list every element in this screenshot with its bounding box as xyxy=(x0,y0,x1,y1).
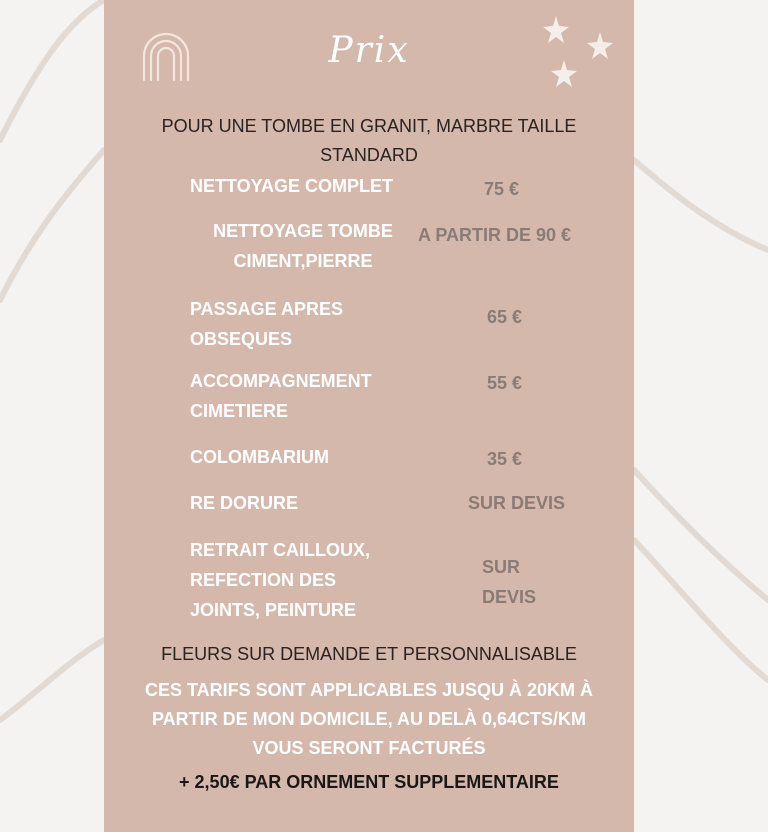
service-name: NETTOYAGE TOMBE CIMENT,PIERRE xyxy=(213,221,393,271)
service-price: A PARTIR DE 90 € xyxy=(418,225,572,245)
service-price: 35 € xyxy=(487,449,523,469)
service-price: 65 € xyxy=(487,307,523,327)
service-name: RETRAIT CAILLOUX, REFECTION DES JOINTS, PEINTURE xyxy=(190,540,370,620)
page-title: Prix xyxy=(328,30,410,71)
flowers-note: FLEURS SUR DEMANDE ET PERSONNALISABLE xyxy=(161,644,577,664)
service-price: SUR DEVIS xyxy=(482,557,537,607)
pricing-note xyxy=(104,676,634,763)
service-price: 55 € xyxy=(487,373,523,393)
pricing-note-text: CES TARIFS SONT APPLICABLES JUSQU À 20KM À PARTIR DE MON DOMICILE, AU DELÀ 0,64CTS/KM VOUS SERONT FACTURÉS xyxy=(144,680,594,758)
service-name: PASSAGE APRES OBSEQUES xyxy=(190,299,344,349)
service-name: RE DORURE xyxy=(190,493,299,513)
service-name: COLOMBARIUM xyxy=(190,447,329,467)
service-name: ACCOMPAGNEMENT CIMETIERE xyxy=(190,371,372,421)
ornament-note: + 2,50€ PAR ORNEMENT SUPPLEMENTAIRE xyxy=(179,772,559,792)
service-price: SUR DEVIS xyxy=(468,493,566,513)
service-name: NETTOYAGE COMPLET xyxy=(190,176,394,196)
service-price: 75 € xyxy=(484,179,520,199)
subtitle: POUR UNE TOMBE EN GRANIT, MARBRE TAILLE STANDARD xyxy=(161,116,577,165)
price-card xyxy=(104,0,634,832)
